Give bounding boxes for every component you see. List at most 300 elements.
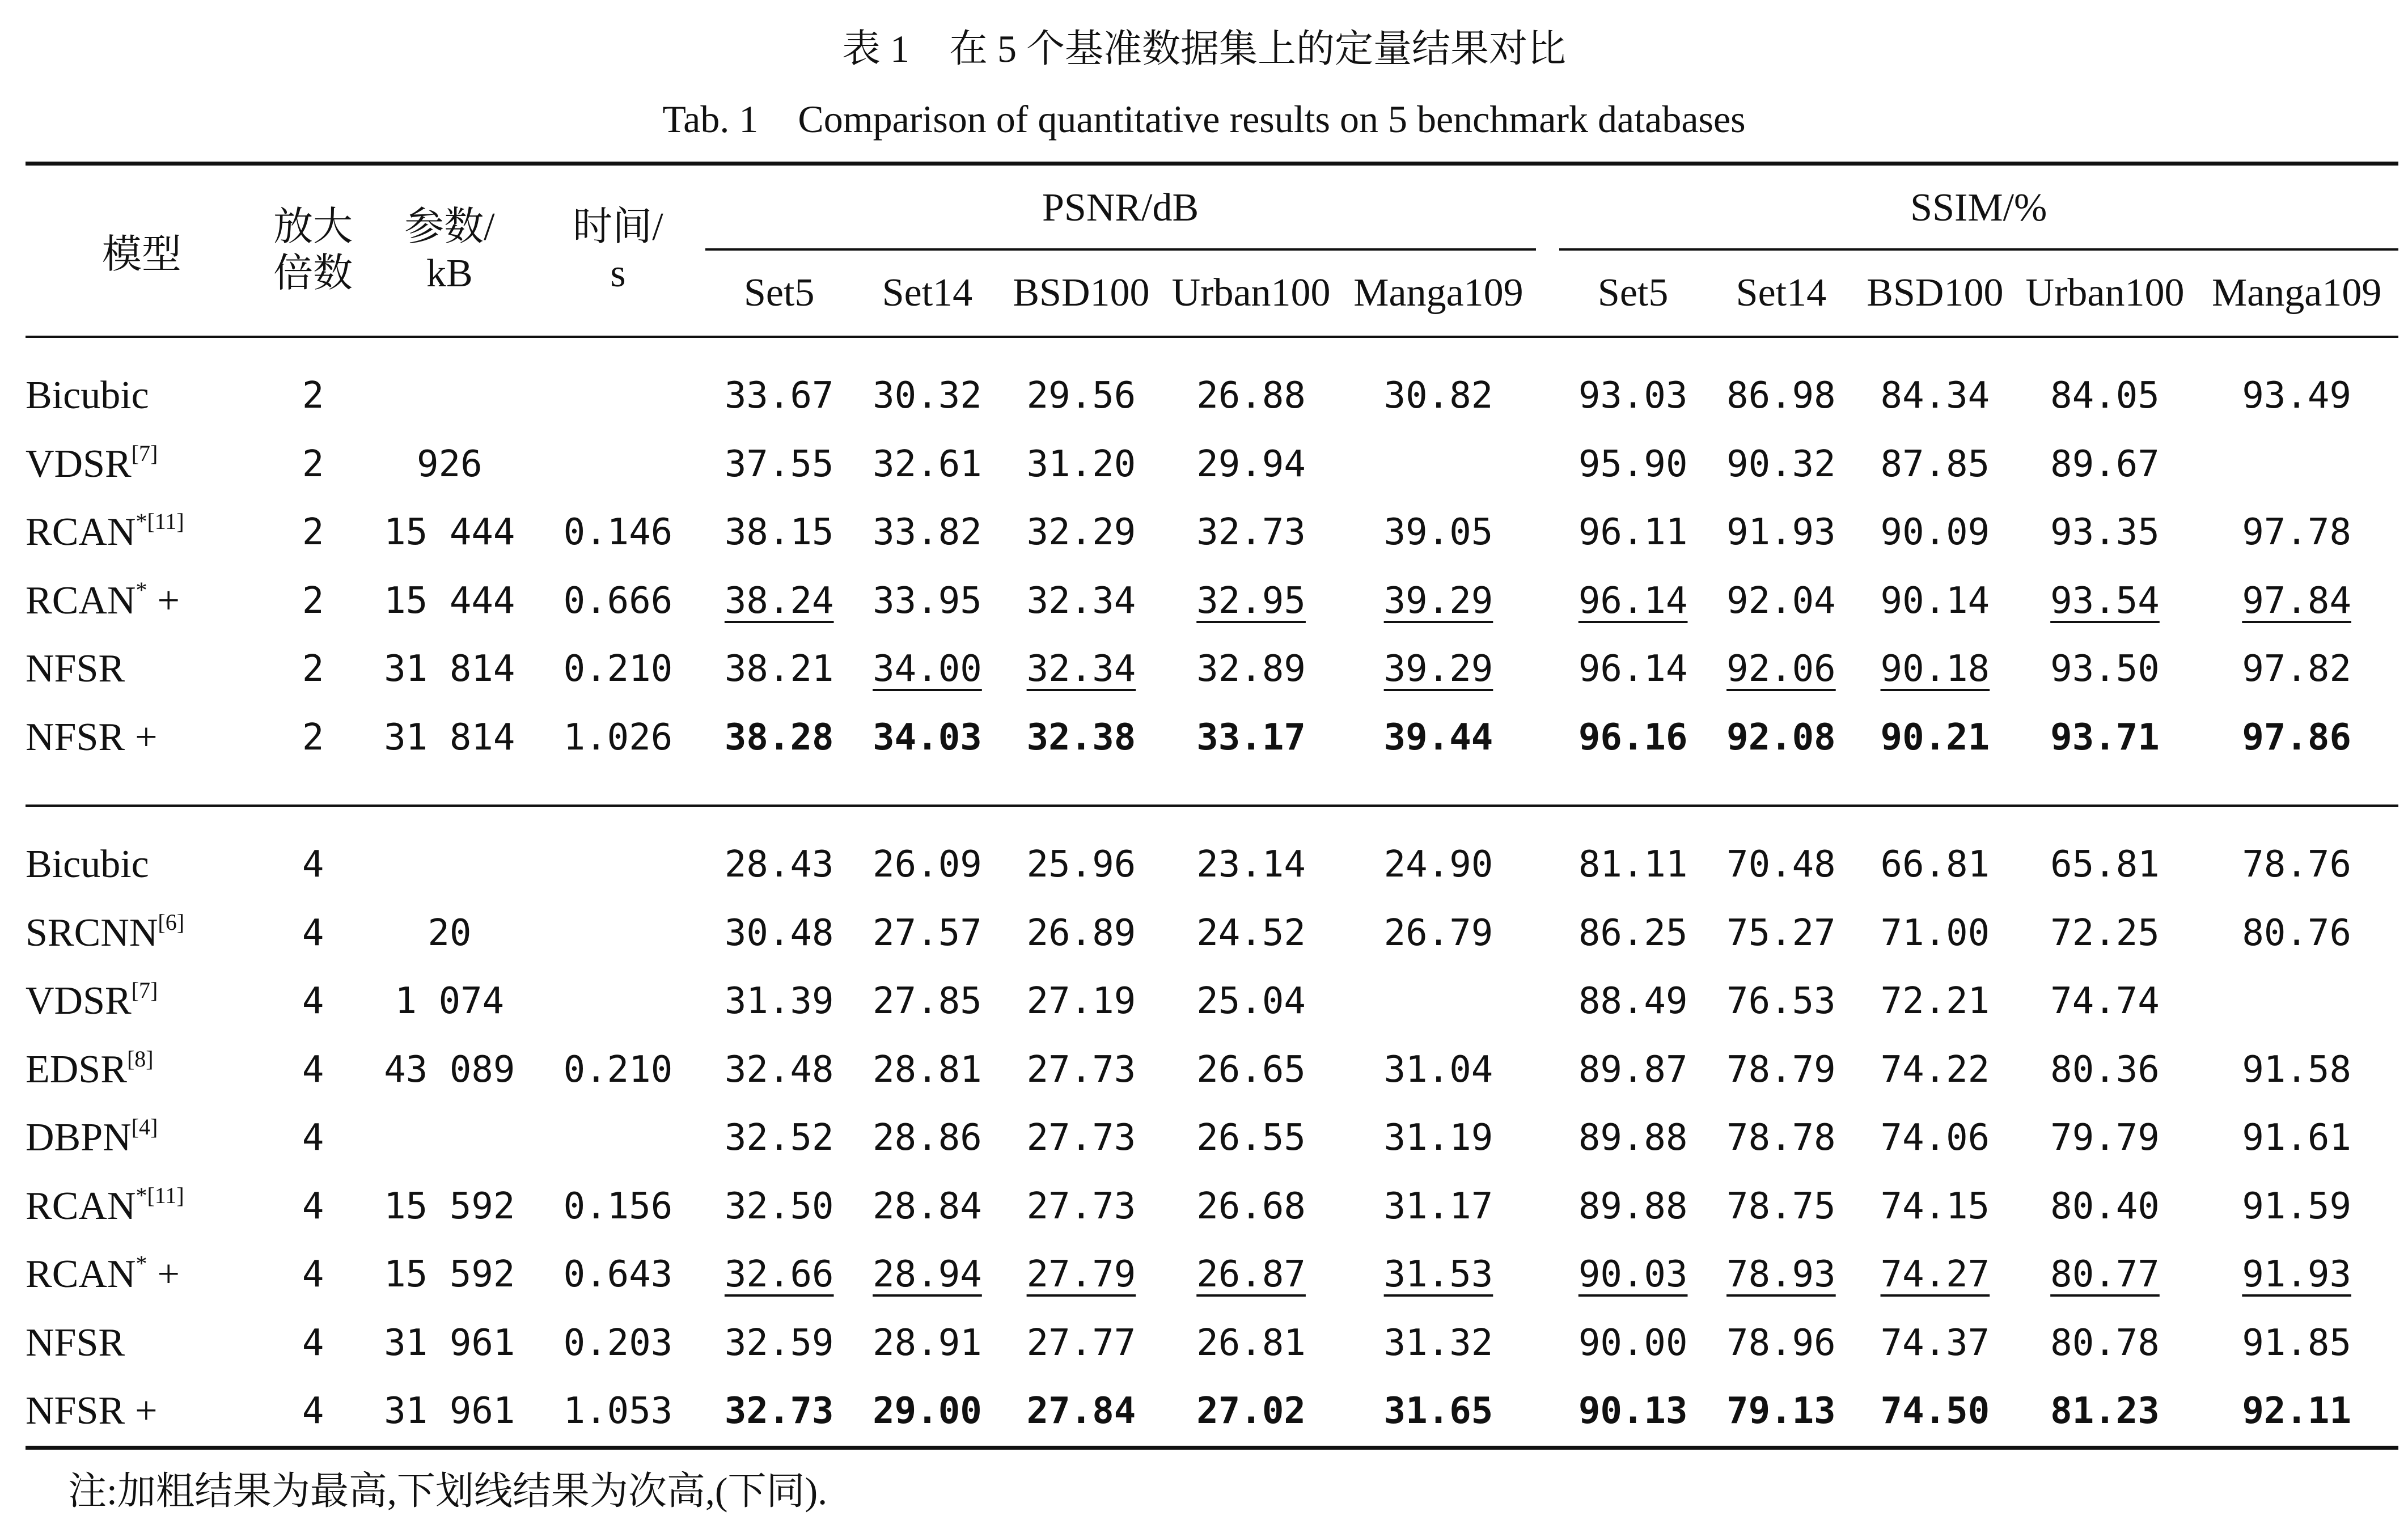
psnr-value [853, 635, 1001, 704]
psnr-value [1001, 1309, 1161, 1378]
psnr-value [853, 362, 1001, 430]
ssim-value [2015, 967, 2195, 1036]
ssim-value [1855, 1172, 2015, 1241]
model-name: NFSR [26, 1320, 125, 1365]
psnr-cell-text: 34.03 [873, 716, 982, 759]
table-row [26, 967, 2398, 1036]
ssim-value [1855, 635, 2015, 704]
ssim-value [1707, 635, 1855, 704]
psnr-value [1001, 831, 1161, 899]
psnr-value [1341, 704, 1535, 772]
ssim-value [2015, 1240, 2195, 1309]
table-row [26, 362, 2398, 430]
ssim-value [2195, 362, 2398, 430]
model-name: DBPN [26, 1116, 132, 1160]
psnr-cell-text: 31.39 [724, 980, 834, 1023]
ssim-cell-text: 79.79 [2050, 1117, 2160, 1159]
row-scale: 4 [302, 1117, 324, 1159]
psnr-value [705, 1240, 853, 1309]
psnr-value [705, 430, 853, 499]
ssim-value [1559, 430, 1707, 499]
ssim-cell-text: 78.93 [1726, 1254, 1836, 1296]
psnr-value [1161, 1172, 1341, 1241]
ssim-value [1707, 899, 1855, 968]
psnr-value [1161, 567, 1341, 636]
row-model [26, 498, 258, 567]
ssim-value [2015, 498, 2195, 567]
psnr-cell-text: 26.55 [1196, 1117, 1306, 1159]
section-spacer [26, 806, 2398, 831]
psnr-value [1341, 967, 1535, 1036]
header-ssim-group: SSIM/% [1559, 164, 2398, 251]
caption-cn-label: 表 1 [841, 27, 909, 70]
row-scale: 2 [302, 648, 324, 691]
ssim-value [1559, 1036, 1707, 1104]
ssim-cell-text: 74.22 [1880, 1048, 1990, 1091]
ssim-value [2015, 831, 2195, 899]
psnr-cell-text: 29.56 [1026, 375, 1136, 417]
ssim-value [1855, 1036, 2015, 1104]
row-model [26, 831, 258, 899]
psnr-value [1341, 1036, 1535, 1104]
psnr-value [853, 704, 1001, 772]
model-name: Bicubic [26, 374, 149, 418]
header-ssim-set14: Set14 [1707, 251, 1855, 337]
ssim-value [1855, 1104, 2015, 1172]
ssim-cell-text: 96.11 [1578, 511, 1688, 554]
ssim-cell-text: 89.67 [2050, 443, 2160, 485]
ssim-cell-text: 90.18 [1880, 648, 1990, 691]
column-gap [1536, 362, 1559, 430]
row-time: 0.203 [563, 1322, 673, 1364]
psnr-value [853, 567, 1001, 636]
ssim-value [1559, 635, 1707, 704]
column-gap [1536, 567, 1559, 636]
psnr-cell-text: 38.28 [724, 716, 834, 759]
ssim-value [1559, 831, 1707, 899]
ssim-cell-text: 74.06 [1880, 1117, 1990, 1159]
psnr-cell-text: 24.52 [1196, 912, 1306, 954]
ssim-cell-text: 88.49 [1578, 980, 1688, 1023]
psnr-cell-text: 28.43 [724, 844, 834, 886]
row-params: 15 592 [384, 1185, 515, 1227]
psnr-cell-text: 31.20 [1026, 443, 1136, 485]
psnr-value [853, 1036, 1001, 1104]
psnr-cell-text: 39.29 [1383, 579, 1493, 622]
psnr-cell-text: 32.48 [724, 1048, 834, 1091]
psnr-value [1161, 831, 1341, 899]
psnr-value [1001, 567, 1161, 636]
row-scale: 4 [302, 980, 324, 1023]
ssim-cell-text: 74.37 [1880, 1322, 1990, 1364]
row-model [26, 704, 258, 772]
ssim-value [1707, 1309, 1855, 1378]
table-row [26, 1377, 2398, 1447]
psnr-cell-text: 29.00 [873, 1390, 982, 1433]
ssim-cell-text: 76.53 [1726, 980, 1836, 1023]
column-gap [1536, 1036, 1559, 1104]
psnr-value [705, 498, 853, 567]
psnr-cell-text: 27.57 [873, 912, 982, 954]
table-row [26, 1240, 2398, 1309]
row-params [368, 362, 531, 430]
ssim-value [1707, 498, 1855, 567]
ssim-value [1559, 567, 1707, 636]
row-time: 0.210 [563, 1048, 673, 1091]
psnr-cell-text: 33.82 [873, 511, 982, 554]
caption-en-label: Tab. 1 [662, 98, 759, 141]
column-gap [1536, 1377, 1559, 1447]
ssim-value [2015, 635, 2195, 704]
column-gap [1536, 1172, 1559, 1241]
model-reference: *[11] [136, 509, 184, 535]
psnr-cell-text: 31.65 [1383, 1390, 1493, 1433]
psnr-cell-text: 28.94 [873, 1254, 982, 1296]
psnr-cell-text: 39.05 [1383, 511, 1493, 554]
ssim-cell-text: 89.88 [1578, 1185, 1688, 1227]
row-params: 15 592 [384, 1254, 515, 1296]
results-table [26, 162, 2398, 1450]
psnr-cell-text: 24.90 [1383, 844, 1493, 886]
ssim-cell-text: 74.74 [2050, 980, 2160, 1023]
header-params: 参数/ kB [368, 164, 531, 337]
table-row [26, 1309, 2398, 1378]
psnr-value [1341, 831, 1535, 899]
psnr-value [1001, 1036, 1161, 1104]
ssim-cell-text: 87.85 [1880, 443, 1990, 485]
row-params: 31 814 [384, 648, 515, 691]
ssim-cell-text: 66.81 [1880, 844, 1990, 886]
ssim-value [2015, 1104, 2195, 1172]
psnr-value [853, 1240, 1001, 1309]
ssim-cell-text: 93.35 [2050, 511, 2160, 554]
psnr-value [1001, 1377, 1161, 1447]
model-reference: [4] [131, 1114, 158, 1140]
row-model [26, 430, 258, 499]
psnr-value [1341, 1104, 1535, 1172]
ssim-cell-text: 89.87 [1578, 1048, 1688, 1091]
ssim-cell-text: 93.50 [2050, 648, 2160, 691]
ssim-value [1559, 1240, 1707, 1309]
psnr-cell-text: 28.84 [873, 1185, 982, 1227]
column-gap [1536, 430, 1559, 499]
psnr-value [705, 1172, 853, 1241]
header-model: 模型 [26, 164, 258, 337]
psnr-value [1161, 704, 1341, 772]
row-scale: 2 [302, 511, 324, 554]
psnr-cell-text: 38.15 [724, 511, 834, 554]
psnr-cell-text: 33.67 [724, 375, 834, 417]
psnr-value [705, 831, 853, 899]
ssim-cell-text: 92.06 [1726, 648, 1836, 691]
psnr-value [1001, 704, 1161, 772]
caption-en-text: Comparison of quantitative results on 5 benchmark databases [798, 98, 1746, 141]
row-model [26, 899, 258, 968]
row-time [531, 899, 705, 968]
psnr-cell-text: 31.17 [1383, 1185, 1493, 1227]
psnr-value [1001, 498, 1161, 567]
ssim-cell-text: 96.16 [1578, 716, 1688, 759]
ssim-cell-text: 91.61 [2242, 1117, 2351, 1159]
psnr-cell-text: 23.14 [1196, 844, 1306, 886]
ssim-value [1559, 498, 1707, 567]
row-model [26, 567, 258, 636]
row-time: 0.156 [563, 1185, 673, 1227]
ssim-cell-text: 80.77 [2050, 1254, 2160, 1296]
psnr-value [1001, 1240, 1161, 1309]
row-scale: 4 [302, 1185, 324, 1227]
ssim-value [2195, 1240, 2398, 1309]
model-plus-mark: + [135, 715, 158, 759]
ssim-cell-text: 72.21 [1880, 980, 1990, 1023]
psnr-value [1161, 899, 1341, 968]
table-header [26, 164, 2398, 337]
row-model [26, 1172, 258, 1241]
ssim-cell-text: 78.96 [1726, 1322, 1836, 1364]
psnr-value [1341, 1309, 1535, 1378]
psnr-cell-text: 31.53 [1383, 1254, 1493, 1296]
psnr-cell-text: 32.73 [1196, 511, 1306, 554]
model-reference: * [136, 1251, 147, 1277]
ssim-value [1855, 704, 2015, 772]
psnr-value [1341, 567, 1535, 636]
psnr-value [705, 1309, 853, 1378]
ssim-value [2195, 1172, 2398, 1241]
header-psnr-manga109: Manga109 [1341, 251, 1535, 337]
psnr-value [705, 635, 853, 704]
ssim-cell-text: 75.27 [1726, 912, 1836, 954]
psnr-cell-text: 27.73 [1026, 1048, 1136, 1091]
ssim-cell-text: 90.32 [1726, 443, 1836, 485]
header-scale: 放大 倍数 [258, 164, 369, 337]
ssim-cell-text: 90.14 [1880, 579, 1990, 622]
ssim-value [1707, 1036, 1855, 1104]
ssim-cell-text: 74.27 [1880, 1254, 1990, 1296]
model-plus-mark: + [157, 1252, 180, 1297]
psnr-value [853, 1377, 1001, 1447]
psnr-cell-text: 26.88 [1196, 375, 1306, 417]
ssim-cell-text: 97.86 [2242, 716, 2351, 759]
psnr-value [1001, 1172, 1161, 1241]
row-params: 31 814 [384, 716, 515, 759]
ssim-cell-text: 80.36 [2050, 1048, 2160, 1091]
ssim-cell-text: 93.54 [2050, 579, 2160, 622]
psnr-cell-text: 32.89 [1196, 648, 1306, 691]
ssim-cell-text: 90.21 [1880, 716, 1990, 759]
row-time: 0.210 [563, 648, 673, 691]
column-gap [1536, 899, 1559, 968]
row-scale: 2 [302, 716, 324, 759]
psnr-value [853, 498, 1001, 567]
table-row [26, 831, 2398, 899]
ssim-cell-text: 65.81 [2050, 844, 2160, 886]
psnr-value [853, 1309, 1001, 1378]
ssim-cell-text: 91.93 [1726, 511, 1836, 554]
psnr-cell-text: 27.85 [873, 980, 982, 1023]
model-name: RCAN [26, 578, 136, 623]
psnr-cell-text: 39.29 [1383, 648, 1493, 691]
row-time: 1.026 [563, 716, 673, 759]
psnr-value [1161, 1309, 1341, 1378]
ssim-value [2195, 635, 2398, 704]
psnr-cell-text: 27.77 [1026, 1322, 1136, 1364]
row-params: 31 961 [368, 1377, 531, 1447]
row-params [368, 831, 531, 899]
caption-cn-text: 在 5 个基准数据集上的定量结果对比 [949, 27, 1567, 70]
ssim-value [1559, 899, 1707, 968]
model-name: VDSR [26, 442, 132, 486]
ssim-cell-text: 96.14 [1578, 648, 1688, 691]
row-scale: 4 [302, 1322, 324, 1364]
ssim-value [2015, 430, 2195, 499]
ssim-cell-text: 81.11 [1578, 844, 1688, 886]
row-scale: 4 [302, 912, 324, 954]
row-scale: 2 [302, 375, 324, 417]
psnr-value [1341, 899, 1535, 968]
ssim-cell-text: 74.50 [1880, 1390, 1990, 1433]
ssim-cell-text: 78.75 [1726, 1185, 1836, 1227]
psnr-cell-text: 27.84 [1026, 1390, 1136, 1433]
table-row [26, 635, 2398, 704]
psnr-value [1161, 635, 1341, 704]
section-spacer [26, 772, 2398, 806]
ssim-value [2195, 704, 2398, 772]
ssim-cell-text: 97.78 [2242, 511, 2351, 554]
ssim-value [2195, 430, 2398, 499]
psnr-value [1161, 498, 1341, 567]
psnr-cell-text: 32.95 [1196, 579, 1306, 622]
row-scale: 4 [302, 844, 324, 886]
row-params: 1 074 [395, 980, 505, 1023]
model-name: NFSR [26, 1389, 125, 1433]
table-row [26, 1172, 2398, 1241]
ssim-cell-text: 80.40 [2050, 1185, 2160, 1227]
row-time: 0.643 [563, 1254, 673, 1296]
psnr-cell-text: 27.73 [1026, 1185, 1136, 1227]
row-model [26, 1036, 258, 1104]
psnr-cell-text: 32.34 [1026, 579, 1136, 622]
ssim-value [1855, 1309, 2015, 1378]
header-time: 时间/ s [531, 164, 705, 337]
header-ssim-set5: Set5 [1559, 251, 1707, 337]
ssim-cell-text: 92.11 [2242, 1390, 2351, 1433]
ssim-cell-text: 72.25 [2050, 912, 2160, 954]
psnr-value [705, 567, 853, 636]
ssim-value [2015, 1377, 2195, 1447]
model-name: NFSR [26, 715, 125, 759]
row-model [26, 967, 258, 1036]
row-time [531, 430, 705, 499]
ssim-cell-text: 91.59 [2242, 1185, 2351, 1227]
psnr-cell-text: 38.21 [724, 648, 834, 691]
column-gap [1536, 635, 1559, 704]
model-name: NFSR [26, 647, 125, 691]
psnr-cell-text: 38.24 [724, 579, 834, 622]
psnr-cell-text: 26.81 [1196, 1322, 1306, 1364]
row-scale: 2 [302, 579, 324, 622]
row-scale: 4 [302, 1048, 324, 1091]
psnr-value [705, 704, 853, 772]
psnr-value [1341, 1172, 1535, 1241]
ssim-value [2015, 1172, 2195, 1241]
ssim-value [1559, 1377, 1707, 1447]
row-time: 0.666 [563, 579, 673, 622]
ssim-value [2195, 1377, 2398, 1447]
psnr-value [1161, 430, 1341, 499]
psnr-value [853, 1104, 1001, 1172]
row-params: 15 444 [384, 511, 515, 554]
psnr-value [705, 1036, 853, 1104]
ssim-value [2015, 362, 2195, 430]
ssim-cell-text: 93.03 [1578, 375, 1688, 417]
model-name: RCAN [26, 1184, 136, 1228]
ssim-cell-text: 90.09 [1880, 511, 1990, 554]
psnr-cell-text: 31.19 [1383, 1117, 1493, 1159]
ssim-cell-text: 95.90 [1578, 443, 1688, 485]
header-psnr-urban100: Urban100 [1161, 251, 1341, 337]
ssim-value [1559, 1309, 1707, 1378]
row-model [26, 635, 258, 704]
ssim-value [1707, 704, 1855, 772]
row-params: 43 089 [384, 1048, 515, 1091]
psnr-cell-text: 27.02 [1196, 1390, 1306, 1433]
ssim-cell-text: 90.13 [1578, 1390, 1688, 1433]
psnr-cell-text: 32.61 [873, 443, 982, 485]
ssim-value [2195, 1309, 2398, 1378]
table-row [26, 430, 2398, 499]
ssim-cell-text: 97.82 [2242, 648, 2351, 691]
ssim-cell-text: 74.15 [1880, 1185, 1990, 1227]
psnr-value [853, 430, 1001, 499]
ssim-value [1855, 430, 2015, 499]
row-time [531, 967, 705, 1036]
ssim-value [1707, 967, 1855, 1036]
header-psnr-set5: Set5 [705, 251, 853, 337]
column-gap [1536, 704, 1559, 772]
ssim-cell-text: 91.58 [2242, 1048, 2351, 1091]
psnr-cell-text: 37.55 [724, 443, 834, 485]
ssim-value [1855, 362, 2015, 430]
psnr-cell-text: 32.59 [724, 1322, 834, 1364]
psnr-value [853, 899, 1001, 968]
header-ssim-bsd100: BSD100 [1855, 251, 2015, 337]
table-row [26, 498, 2398, 567]
ssim-value [2195, 567, 2398, 636]
ssim-value [2195, 498, 2398, 567]
ssim-cell-text: 93.49 [2242, 375, 2351, 417]
psnr-cell-text: 26.09 [873, 844, 982, 886]
ssim-value [2015, 1036, 2195, 1104]
section-spacer [26, 337, 2398, 362]
ssim-value [1707, 567, 1855, 636]
ssim-value [2015, 704, 2195, 772]
psnr-cell-text: 26.65 [1196, 1048, 1306, 1091]
psnr-cell-text: 33.95 [873, 579, 982, 622]
ssim-cell-text: 96.14 [1578, 579, 1688, 622]
table-note: 注:加粗结果为最高,下划线结果为次高,(下同). [68, 1470, 828, 1513]
ssim-cell-text: 78.78 [1726, 1117, 1836, 1159]
row-time [531, 1104, 705, 1172]
ssim-value [2015, 1309, 2195, 1378]
psnr-cell-text: 30.82 [1383, 375, 1493, 417]
ssim-value [1855, 967, 2015, 1036]
psnr-value [853, 967, 1001, 1036]
ssim-cell-text: 80.76 [2242, 912, 2351, 954]
table-body [26, 337, 2398, 1447]
ssim-cell-text: 91.85 [2242, 1322, 2351, 1364]
ssim-value [1855, 831, 2015, 899]
psnr-value [705, 1377, 853, 1447]
